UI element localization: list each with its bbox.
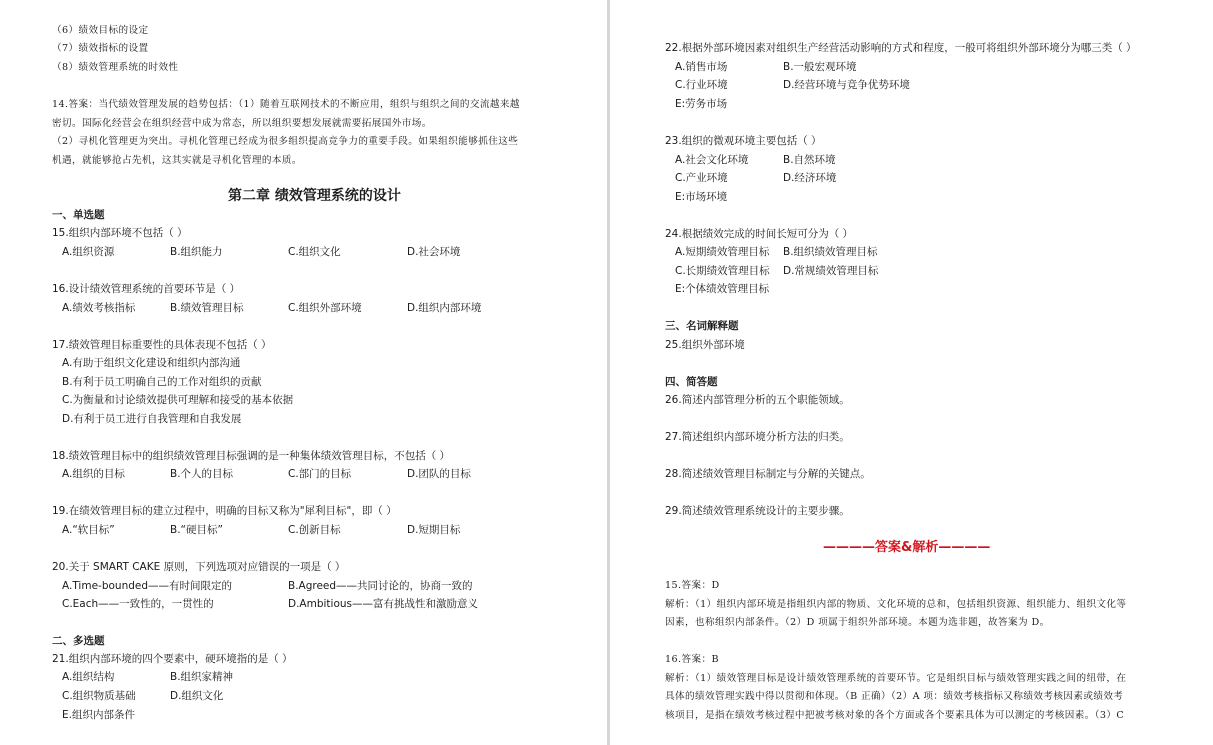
section-heading: 三、名词解释题 [665,320,739,332]
option: A.社会文化环境 [675,154,749,166]
question-15: 15.组织内部环境不包括（ ） [52,227,188,239]
answer-14-line: （2）寻机化管理更为突出。寻机化管理已经成为很多组织提高竞争力的重要手段。如果组织能够抓住这些 [52,136,519,147]
option: C.组织外部环境 [288,302,362,314]
option: C.组织物质基础 [62,690,136,702]
option: A.有助于组织文化建设和组织内部沟通 [62,357,241,369]
question-29: 29.简述绩效管理系统设计的主要步骤。 [665,505,850,517]
section-heading: 一、单选题 [52,209,105,221]
option: A.组织结构 [62,671,115,683]
answer-15-line: 解析：（1）组织内部环境是指组织内部的物质、文化环境的总和，包括组织资源、组织能力、组织文化等 [665,599,1127,610]
option: B.组织能力 [170,246,223,258]
chapter-title: 第二章 绩效管理系统的设计 [228,188,401,204]
toc-item: （7）绩效指标的设置 [52,43,149,54]
option: C.Each——一致性的，一贯性的 [62,598,214,610]
option: E:劳务市场 [675,98,728,110]
option: B.组织家精神 [170,671,234,683]
option: C.部门的目标 [288,468,352,480]
question-23: 23.组织的微观环境主要包括（ ） [665,135,822,147]
option: B.绩效管理目标 [170,302,244,314]
option: D.组织文化 [170,690,224,702]
option: B.“硬目标” [170,524,223,536]
option: C.长期绩效管理目标 [675,265,770,277]
option: C.为衡量和讨论绩效提供可理解和接受的基本依据 [62,394,294,406]
option: B.自然环境 [783,154,836,166]
option: A.Time-bounded——有时间限定的 [62,580,233,592]
right-page [611,0,1213,745]
option: B.一般宏观环境 [783,61,857,73]
section-heading: 二、多选题 [52,635,105,647]
question-16: 16.设计绩效管理系统的首要环节是（ ） [52,283,241,295]
question-25: 25.组织外部环境 [665,339,745,351]
question-21: 21.组织内部环境的四个要素中，硬环境指的是（ ） [52,653,293,665]
toc-item: （8）绩效管理系统的时效性 [52,62,179,73]
question-22: 22.根据外部环境因素对组织生产经营活动影响的方式和程度，一般可将组织外部环境分为哪三类（ ） [665,42,1137,54]
question-28: 28.简述绩效管理目标制定与分解的关键点。 [665,468,871,480]
option: D.社会环境 [407,246,461,258]
option: D.经营环境与竞争优势环境 [783,79,910,91]
answer-16-line: 核项目，是指在绩效考核过程中把被考核对象的各个方面或各个要素具体为可以测定的考核因素。（3）C [665,710,1125,721]
answer-15-line: 15.答案：D [665,580,720,591]
answer-14-line: 机遇，就能够抢占先机，这其实就是寻机化管理的本质。 [52,155,302,166]
option: B.组织绩效管理目标 [783,246,878,258]
page-divider [607,0,610,745]
question-20: 20.关于 SMART CAKE 原则，下列选项对应错误的一项是（ ） [52,561,346,573]
option: B.有利于员工明确自己的工作对组织的贡献 [62,376,262,388]
question-19: 19.在绩效管理目标的建立过程中，明确的目标又称为"犀利目标"，即（ ） [52,505,397,517]
toc-item: （6）绩效目标的设定 [52,25,149,36]
question-27: 27.简述组织内部环境分析方法的归类。 [665,431,850,443]
option: A.组织资源 [62,246,115,258]
section-heading: 四、简答题 [665,376,718,388]
answer-14-line: 密切。国际化经营会在组织经营中成为常态，所以组织要想发展就需要拓展国外市场。 [52,118,432,129]
answer-15-line: 因素，也称组织内部条件。（2）D 项属于组织外部环境。本题为选非题，故答案为 D。 [665,617,1050,628]
question-18: 18.绩效管理目标中的组织绩效管理目标强调的是一种集体绩效管理目标，不包括（ ） [52,450,451,462]
answer-16-line: 解析：（1）绩效管理目标是设计绩效管理系统的首要环节。它是组织目标与绩效管理实践之间的纽带，在 [665,673,1127,684]
option: D.Ambitious——富有挑战性和激励意义 [288,598,478,610]
option: D.组织内部环境 [407,302,482,314]
option: B.Agreed——共同讨论的，协商一致的 [288,580,473,592]
option: D.团队的目标 [407,468,471,480]
option: C.组织文化 [288,246,341,258]
option: D.短期目标 [407,524,461,536]
answer-16-line: 具体的绩效管理实践中得以贯彻和体现。（B 正确）（2）A 项：绩效考核指标又称绩效考核因素或绩效考 [665,691,1124,702]
question-17: 17.绩效管理目标重要性的具体表现不包括（ ） [52,339,272,351]
answers-title: ————答案&解析———— [823,540,991,555]
option: D.经济环境 [783,172,837,184]
option: A.绩效考核指标 [62,302,136,314]
option: B.个人的目标 [170,468,234,480]
option: A.组织的目标 [62,468,125,480]
option: E.组织内部条件 [62,709,135,721]
answer-16-line: 16.答案：B [665,654,719,665]
option: A.“软目标” [62,524,115,536]
option: C.创新目标 [288,524,341,536]
option: E:个体绩效管理目标 [675,283,770,295]
option: E:市场环境 [675,191,728,203]
question-24: 24.根据绩效完成的时间长短可分为（ ） [665,228,854,240]
answer-14-line: 14.答案：当代绩效管理发展的趋势包括：（1）随着互联网技术的不断应用，组织与组织之间的交流越来越 [52,99,520,110]
option: D.有利于员工进行自我管理和自我发展 [62,413,242,425]
option: D.常规绩效管理目标 [783,265,879,277]
question-26: 26.简述内部管理分析的五个职能领域。 [665,394,850,406]
option: C.产业环境 [675,172,728,184]
option: A.短期绩效管理目标 [675,246,770,258]
option: A.销售市场 [675,61,728,73]
option: C.行业环境 [675,79,728,91]
